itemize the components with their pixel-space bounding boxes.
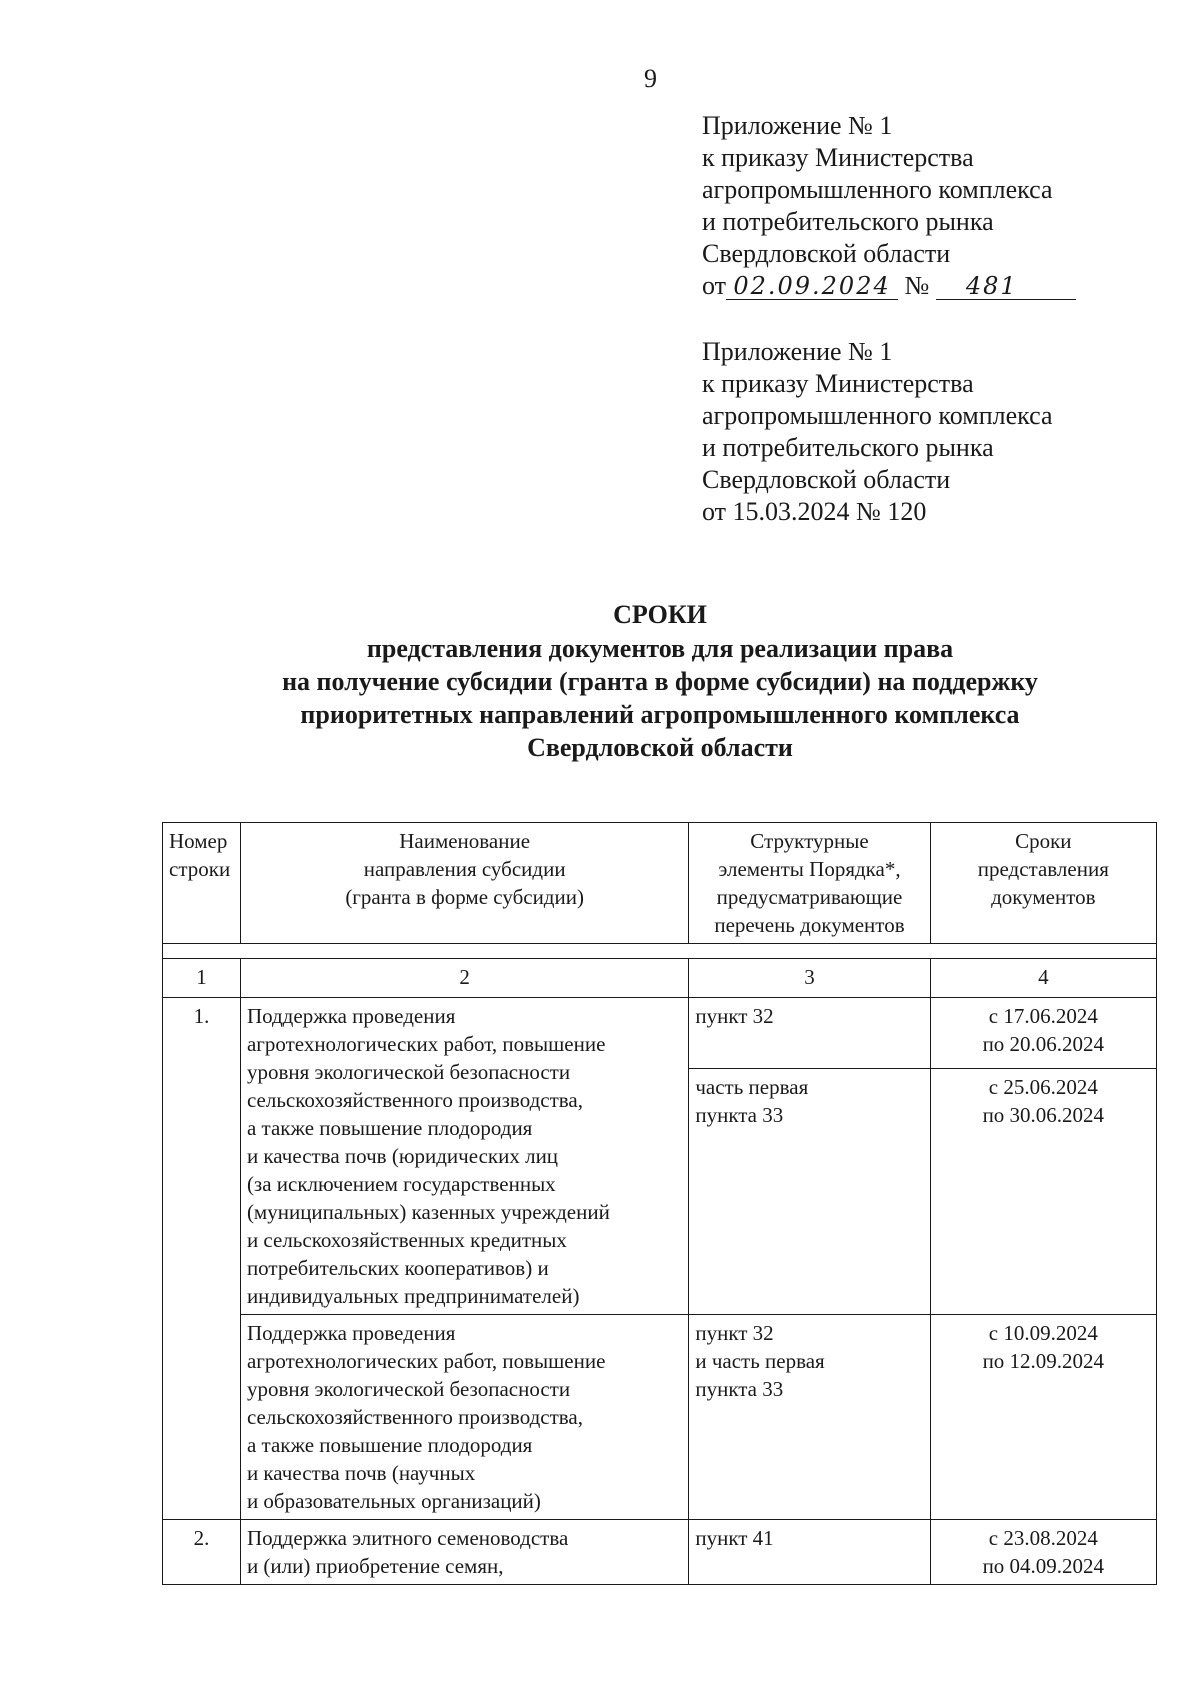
- subsidy-name-cell: Поддержка проведения агротехнологических работ, повышение уровня экологической безопасности сельскохозяйственного производства, а также повышение плодородия и качества почв (научных и образовательных организаций): [240, 1315, 688, 1520]
- submission-period-cell: с 25.06.2024 по 30.06.2024: [930, 1068, 1156, 1314]
- column-number: 3: [689, 959, 930, 998]
- appendix-line: и потребительского рынка: [702, 433, 994, 462]
- column-number-row: [163, 959, 1157, 998]
- appendix-line: и потребительского рынка: [702, 207, 994, 236]
- title-line: Свердловской области: [527, 733, 793, 762]
- appendix-previous-order: [702, 336, 1053, 528]
- structural-element-cell: пункт 32 и часть первая пункта 33: [689, 1315, 930, 1520]
- number-label: №: [904, 271, 930, 300]
- title-main: СРОКИ: [613, 600, 707, 629]
- header-subsidy-name: Наименование направления субсидии (гранта в форме субсидии): [240, 823, 688, 944]
- table-row: [163, 1315, 1157, 1520]
- handwritten-number: 481: [936, 273, 1076, 300]
- table-row: [163, 1520, 1157, 1585]
- submission-period-cell: с 23.08.2024 по 04.09.2024: [930, 1520, 1156, 1585]
- appendix-line: к приказу Министерства: [702, 369, 974, 398]
- subsidy-name-cell: Поддержка элитного семеноводства и (или) приобретение семян,: [240, 1520, 688, 1585]
- appendix-line: Свердловской области: [702, 239, 951, 268]
- submission-period-cell: с 10.09.2024 по 12.09.2024: [930, 1315, 1156, 1520]
- column-number: 1: [163, 959, 241, 998]
- structural-element-cell: пункт 41: [689, 1520, 930, 1585]
- appendix-line: к приказу Министерства: [702, 143, 974, 172]
- structural-element-cell: часть первая пункта 33: [689, 1068, 930, 1314]
- handwritten-date: 02.09.2024: [726, 273, 898, 300]
- row-number: 2.: [163, 1520, 241, 1585]
- table-header-row: [163, 823, 1157, 944]
- row-number: 1.: [163, 998, 241, 1520]
- appendix-line: Свердловской области: [702, 465, 951, 494]
- appendix-line: Приложение № 1: [702, 337, 893, 366]
- structural-element-cell: пункт 32: [689, 998, 930, 1069]
- table-gap: [163, 944, 1157, 959]
- document-title: [160, 598, 1160, 764]
- header-structural-elements: Структурные элементы Порядка*, предусматривающие перечень документов: [689, 823, 930, 944]
- title-line: на получение субсидии (гранта в форме субсидии) на поддержку: [282, 667, 1038, 696]
- appendix-line: агропромышленного комплекса: [702, 401, 1053, 430]
- from-label: от: [702, 271, 727, 300]
- column-number: 4: [930, 959, 1156, 998]
- table-row: [163, 998, 1157, 1069]
- page-number: 9: [644, 64, 657, 93]
- appendix-line: Приложение № 1: [702, 111, 893, 140]
- appendix-line: от 15.03.2024 № 120: [702, 497, 927, 526]
- title-line: представления документов для реализации права: [366, 634, 954, 663]
- appendix-line: агропромышленного комплекса: [702, 175, 1053, 204]
- header-submission-periods: Сроки представления документов: [930, 823, 1156, 944]
- title-line: приоритетных направлений агропромышленного комплекса: [300, 700, 1020, 729]
- order-date-number-line: [702, 270, 1076, 302]
- deadlines-table: [162, 822, 1157, 1585]
- submission-period-cell: с 17.06.2024 по 20.06.2024: [930, 998, 1156, 1069]
- column-number: 2: [240, 959, 688, 998]
- appendix-current-order: [702, 110, 1076, 302]
- header-row-number: Номер строки: [163, 823, 241, 944]
- subsidy-name-cell: Поддержка проведения агротехнологических работ, повышение уровня экологической безопасности сельскохозяйственного производства, а также повышение плодородия и качества почв (юридических лиц (за исключением государственных (муниципальных) казенных учреждений и сельскохозяйственных кредитных потребительских кооперативов) и индивидуальных предпринимателей): [240, 998, 688, 1315]
